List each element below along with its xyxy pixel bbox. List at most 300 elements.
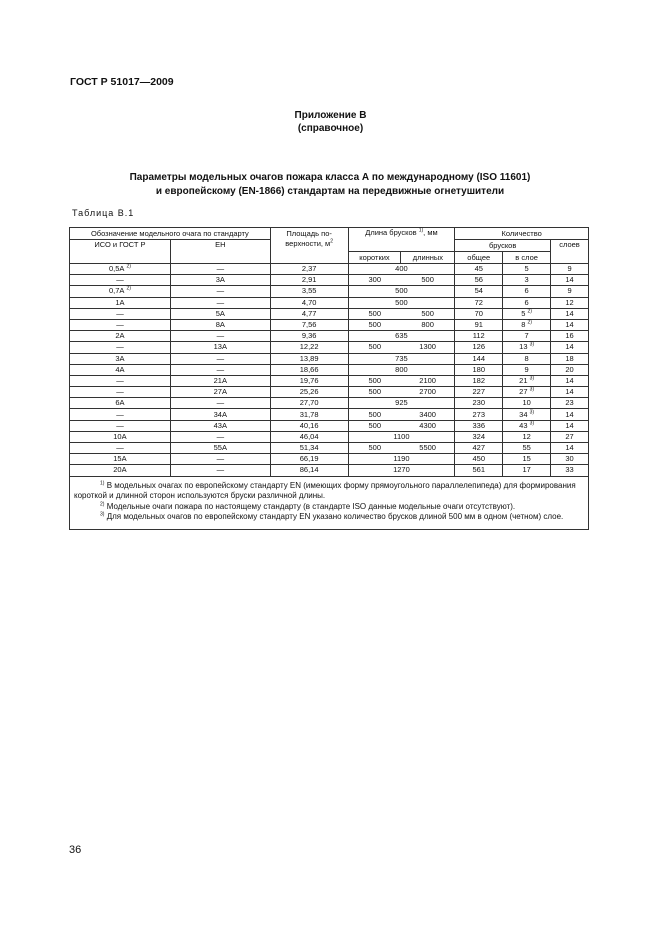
cell-layers xyxy=(551,264,589,275)
cell-area xyxy=(270,275,348,286)
cell-iso-value: — xyxy=(116,275,124,285)
cell-iso-value: 20А xyxy=(113,465,127,475)
cell-en xyxy=(170,431,270,442)
cell-total-value: 144 xyxy=(472,353,486,363)
cell-length xyxy=(348,353,455,364)
cell-area-value: 27,70 xyxy=(299,398,319,408)
cell-total xyxy=(455,443,503,454)
cell-en-value: — xyxy=(216,286,225,296)
cell-length xyxy=(348,398,455,409)
cell-short xyxy=(348,387,401,398)
cell-area xyxy=(270,409,348,420)
cell-long xyxy=(401,409,455,420)
cell-en-value: 3А xyxy=(215,275,225,285)
document-code: ГОСТ Р 51017—2009 xyxy=(70,76,174,88)
cell-en-value: — xyxy=(216,431,225,441)
cell-layers xyxy=(551,364,589,375)
cell-total-value: 45 xyxy=(474,264,483,274)
cell-en xyxy=(170,353,270,364)
cell-iso xyxy=(70,364,171,375)
cell-en-value: — xyxy=(216,264,225,274)
header-designation: Обозначение модельного очага по стандарту xyxy=(70,228,271,240)
cell-layers xyxy=(551,275,589,286)
cell-en xyxy=(170,286,270,297)
cell-long-value: 500 xyxy=(421,275,434,285)
table-row xyxy=(70,275,589,286)
cell-length xyxy=(348,454,455,465)
cell-long xyxy=(401,387,455,398)
cell-en xyxy=(170,319,270,330)
cell-total xyxy=(455,409,503,420)
cell-long-value: 800 xyxy=(421,320,434,330)
cell-iso xyxy=(70,308,171,319)
cell-total-value: 91 xyxy=(474,320,483,330)
cell-iso xyxy=(70,375,171,386)
cell-en-value: 34А xyxy=(213,409,227,419)
cell-length xyxy=(348,364,455,375)
cell-layers xyxy=(551,431,589,442)
cell-per-layer-value: 5 xyxy=(521,308,526,318)
cell-iso-value: — xyxy=(116,387,124,397)
cell-area xyxy=(270,319,348,330)
cell-iso xyxy=(70,286,171,297)
cell-area-value: 19,76 xyxy=(299,375,319,385)
cell-per-layer-sup: 3) xyxy=(529,420,535,427)
cell-length-value: 925 xyxy=(395,398,408,408)
cell-per-layer-value: 21 xyxy=(519,375,528,385)
cell-en-value: 43А xyxy=(213,420,227,430)
cell-area-value: 13,89 xyxy=(299,353,319,363)
cell-long-value: 2100 xyxy=(419,375,436,385)
footnote-1-text: В модельных очагах по европейскому стандарту EN (имеющих форму прямоугольного параллелепипеда) для формирования короткой и длинной сторон используются бруски различной длины. xyxy=(74,480,576,501)
cell-total xyxy=(455,319,503,330)
table-label: Таблица В.1 xyxy=(72,208,135,218)
cell-long xyxy=(401,308,455,319)
cell-iso-value: 3А xyxy=(115,353,125,363)
cell-total xyxy=(455,275,503,286)
cell-total xyxy=(455,420,503,431)
cell-total-value: 336 xyxy=(472,420,486,430)
header-quantity: Количество xyxy=(455,228,589,240)
cell-per-layer-value: 12 xyxy=(522,431,531,441)
cell-layers xyxy=(551,420,589,431)
cell-length-value: 800 xyxy=(395,364,408,374)
cell-long-value: 500 xyxy=(421,308,434,318)
cell-area-value: 4,70 xyxy=(301,297,317,307)
header-layers: слоев xyxy=(551,240,589,264)
cell-total-value: 56 xyxy=(474,275,483,285)
cell-iso-value: 6А xyxy=(115,398,125,408)
cell-per-layer-value: 8 xyxy=(524,353,529,363)
cell-iso-sup: 2) xyxy=(126,285,131,292)
cell-iso-value: 0,7А xyxy=(108,286,125,296)
cell-en xyxy=(170,443,270,454)
cell-per-layer xyxy=(503,286,551,297)
cell-layers xyxy=(551,308,589,319)
cell-iso xyxy=(70,264,171,275)
cell-en-value: — xyxy=(216,331,225,341)
cell-area xyxy=(270,353,348,364)
cell-long-value: 5500 xyxy=(419,443,436,453)
cell-total-value: 72 xyxy=(474,297,483,307)
cell-per-layer-value: 27 xyxy=(519,387,528,397)
cell-length xyxy=(348,331,455,342)
cell-iso xyxy=(70,454,171,465)
cell-per-layer-value: 6 xyxy=(524,297,529,307)
annex-title: Приложение В xyxy=(294,110,367,121)
cell-short xyxy=(348,409,401,420)
cell-layers-value: 30 xyxy=(565,454,574,464)
cell-per-layer xyxy=(503,465,551,476)
cell-per-layer xyxy=(503,275,551,286)
cell-iso xyxy=(70,443,171,454)
cell-per-layer-sup: 3) xyxy=(529,409,535,416)
cell-short-value: 500 xyxy=(368,308,381,318)
cell-total-value: 180 xyxy=(472,364,486,374)
cell-per-layer xyxy=(503,353,551,364)
cell-en-value: — xyxy=(216,398,225,408)
cell-iso-value: 4А xyxy=(115,364,125,374)
cell-en xyxy=(170,264,270,275)
cell-per-layer-value: 5 xyxy=(524,264,529,274)
header-length xyxy=(348,228,455,252)
cell-length xyxy=(348,431,455,442)
cell-layers xyxy=(551,353,589,364)
cell-en xyxy=(170,331,270,342)
cell-area xyxy=(270,331,348,342)
header-length-sup: 1) xyxy=(418,227,424,234)
table-row xyxy=(70,409,589,420)
cell-iso xyxy=(70,319,171,330)
cell-iso xyxy=(70,297,171,308)
cell-per-layer xyxy=(503,431,551,442)
cell-en xyxy=(170,387,270,398)
cell-long-value: 3400 xyxy=(419,409,436,419)
cell-iso-value: — xyxy=(116,420,124,430)
cell-total-value: 427 xyxy=(472,443,486,453)
cell-layers xyxy=(551,331,589,342)
cell-per-layer-value: 15 xyxy=(522,454,531,464)
cell-short xyxy=(348,375,401,386)
cell-iso xyxy=(70,331,171,342)
cell-iso-value: — xyxy=(116,342,124,352)
cell-per-layer xyxy=(503,420,551,431)
header-area-line1: Площадь по- xyxy=(286,229,332,238)
cell-per-layer xyxy=(503,319,551,330)
cell-iso-sup: 2) xyxy=(126,263,131,270)
cell-layers-value: 14 xyxy=(565,342,574,352)
cell-per-layer xyxy=(503,443,551,454)
header-area xyxy=(270,228,348,264)
cell-short xyxy=(348,342,401,353)
cell-long xyxy=(401,420,455,431)
footnote-3-text: Для модельных очагов по европейскому стандарту EN указано количество брусков длиной 500 мм в одном (четном) слое. xyxy=(106,512,564,522)
cell-long xyxy=(401,319,455,330)
cell-per-layer-value: 17 xyxy=(522,465,531,475)
cell-area-value: 9,36 xyxy=(301,331,317,341)
cell-per-layer-sup: 2) xyxy=(527,319,532,326)
cell-en xyxy=(170,297,270,308)
cell-iso xyxy=(70,387,171,398)
cell-iso xyxy=(70,342,171,353)
cell-per-layer xyxy=(503,331,551,342)
cell-layers-value: 9 xyxy=(567,264,572,274)
cell-total-value: 273 xyxy=(472,409,486,419)
cell-long-value: 2700 xyxy=(419,387,436,397)
cell-total xyxy=(455,353,503,364)
cell-layers-value: 9 xyxy=(567,286,572,296)
cell-per-layer xyxy=(503,364,551,375)
cell-layers xyxy=(551,342,589,353)
table-row xyxy=(70,443,589,454)
footnote-3-mark: 3) xyxy=(100,511,105,518)
cell-en xyxy=(170,364,270,375)
cell-per-layer-value: 10 xyxy=(522,398,531,408)
cell-short-value: 500 xyxy=(368,342,381,352)
cell-area-value: 46,04 xyxy=(299,431,319,441)
cell-short xyxy=(348,420,401,431)
cell-en-value: — xyxy=(216,364,225,374)
cell-en xyxy=(170,342,270,353)
heading-line-1: Параметры модельных очагов пожара класса А по международному (ISO 11601) xyxy=(129,172,531,183)
cell-iso xyxy=(70,431,171,442)
cell-layers xyxy=(551,443,589,454)
page-number: 36 xyxy=(69,844,82,856)
cell-en xyxy=(170,308,270,319)
cell-en-value: — xyxy=(216,297,225,307)
cell-layers-value: 20 xyxy=(565,364,574,374)
cell-per-layer-sup: 3) xyxy=(529,386,535,393)
cell-iso xyxy=(70,353,171,364)
cell-per-layer-value: 3 xyxy=(524,275,529,285)
cell-total xyxy=(455,398,503,409)
cell-en xyxy=(170,375,270,386)
cell-short-value: 300 xyxy=(368,275,381,285)
cell-total xyxy=(455,465,503,476)
table-row xyxy=(70,465,589,476)
cell-area-value: 7,56 xyxy=(301,320,317,330)
cell-iso-value: 2А xyxy=(115,331,125,341)
table-row xyxy=(70,353,589,364)
cell-iso-value: 1А xyxy=(115,297,125,307)
cell-layers-value: 14 xyxy=(565,275,574,285)
cell-en xyxy=(170,409,270,420)
cell-iso xyxy=(70,275,171,286)
cell-per-layer xyxy=(503,375,551,386)
cell-per-layer-sup: 2) xyxy=(527,308,532,315)
cell-layers-value: 18 xyxy=(565,353,574,363)
cell-area xyxy=(270,465,348,476)
cell-layers-value: 33 xyxy=(565,465,574,475)
cell-en-value: 21А xyxy=(213,375,227,385)
cell-total-value: 324 xyxy=(472,431,486,441)
cell-per-layer xyxy=(503,297,551,308)
cell-en xyxy=(170,275,270,286)
cell-area xyxy=(270,443,348,454)
cell-layers-value: 14 xyxy=(565,443,574,453)
cell-area-value: 3,55 xyxy=(301,286,317,296)
table-row xyxy=(70,387,589,398)
cell-per-layer-value: 8 xyxy=(521,320,526,330)
cell-area xyxy=(270,398,348,409)
cell-total-value: 182 xyxy=(472,375,486,385)
cell-area-value: 25,26 xyxy=(299,387,319,397)
cell-length xyxy=(348,297,455,308)
cell-iso-value: — xyxy=(116,443,124,453)
cell-per-layer xyxy=(503,454,551,465)
table-row xyxy=(70,420,589,431)
cell-iso xyxy=(70,398,171,409)
cell-iso-value: 15А xyxy=(113,454,127,464)
table-row xyxy=(70,319,589,330)
cell-short-value: 500 xyxy=(368,387,381,397)
cell-en-value: — xyxy=(216,353,225,363)
footnote-1-mark: 1) xyxy=(100,479,105,486)
cell-length-value: 500 xyxy=(395,286,408,296)
cell-area-value: 4,77 xyxy=(301,308,317,318)
cell-layers-value: 14 xyxy=(565,420,574,430)
cell-iso-value: 0,5А xyxy=(108,264,125,274)
footnote-2 xyxy=(74,502,582,513)
cell-area xyxy=(270,264,348,275)
cell-long-value: 1300 xyxy=(419,342,436,352)
cell-en xyxy=(170,454,270,465)
cell-per-layer-value: 55 xyxy=(522,443,531,453)
cell-iso-value: — xyxy=(116,375,124,385)
cell-per-layer-value: 6 xyxy=(524,286,529,296)
cell-total xyxy=(455,364,503,375)
cell-en-value: 55А xyxy=(213,443,227,453)
table-row xyxy=(70,286,589,297)
cell-short xyxy=(348,308,401,319)
header-bars: брусков xyxy=(455,240,551,252)
cell-length-value: 635 xyxy=(395,331,408,341)
cell-layers-value: 27 xyxy=(565,431,574,441)
cell-iso-value: 10А xyxy=(113,431,127,441)
cell-short xyxy=(348,275,401,286)
cell-en-value: — xyxy=(216,454,225,464)
cell-area xyxy=(270,431,348,442)
cell-en xyxy=(170,465,270,476)
cell-total xyxy=(455,454,503,465)
cell-layers-value: 14 xyxy=(565,308,574,318)
cell-short-value: 500 xyxy=(368,409,381,419)
cell-layers xyxy=(551,319,589,330)
cell-length xyxy=(348,264,455,275)
cell-length-value: 500 xyxy=(395,297,408,307)
cell-area xyxy=(270,454,348,465)
cell-area xyxy=(270,308,348,319)
cell-area-value: 2,91 xyxy=(301,275,317,285)
cell-iso-value: — xyxy=(116,320,124,330)
cell-area-value: 40,16 xyxy=(299,420,319,430)
table-row xyxy=(70,364,589,375)
cell-short-value: 500 xyxy=(368,375,381,385)
cell-per-layer xyxy=(503,387,551,398)
cell-length-value: 1270 xyxy=(393,465,410,475)
cell-total-value: 70 xyxy=(474,308,483,318)
cell-layers-value: 14 xyxy=(565,320,574,330)
table-heading xyxy=(70,171,590,199)
cell-area xyxy=(270,286,348,297)
cell-en-value: — xyxy=(216,465,225,475)
cell-total xyxy=(455,375,503,386)
cell-en xyxy=(170,420,270,431)
cell-layers-value: 12 xyxy=(565,297,574,307)
cell-total xyxy=(455,286,503,297)
cell-long xyxy=(401,443,455,454)
table-body xyxy=(70,264,589,477)
cell-total xyxy=(455,264,503,275)
cell-total xyxy=(455,431,503,442)
cell-per-layer-value: 7 xyxy=(524,331,529,341)
header-length-unit: , мм xyxy=(423,228,438,237)
cell-iso-value: — xyxy=(116,308,124,318)
header-length-text: Длина брусков xyxy=(365,228,417,237)
cell-area xyxy=(270,375,348,386)
table-row xyxy=(70,264,589,275)
header-area-sup: 2 xyxy=(330,238,333,245)
header-long: длинных xyxy=(401,252,455,264)
cell-total xyxy=(455,342,503,353)
cell-en-value: 5А xyxy=(215,308,225,318)
cell-area-value: 86,14 xyxy=(299,465,319,475)
header-area-line2 xyxy=(273,239,346,249)
cell-area-value: 2,37 xyxy=(301,264,317,274)
cell-layers xyxy=(551,297,589,308)
header-area-text: верхности, м xyxy=(285,239,331,248)
cell-area xyxy=(270,387,348,398)
cell-layers-value: 14 xyxy=(565,375,574,385)
cell-area-value: 12,22 xyxy=(299,342,319,352)
cell-short-value: 500 xyxy=(368,320,381,330)
data-table xyxy=(69,227,589,530)
cell-total-value: 561 xyxy=(472,465,486,475)
cell-short xyxy=(348,443,401,454)
cell-short-value: 500 xyxy=(368,443,381,453)
cell-layers xyxy=(551,409,589,420)
cell-layers xyxy=(551,387,589,398)
cell-per-layer-value: 9 xyxy=(524,364,529,374)
cell-en xyxy=(170,398,270,409)
cell-layers xyxy=(551,454,589,465)
footnote-2-text: Модельные очаги пожара по настоящему стандарту (в стандарте ISO данные модельные очаги отсутствуют). xyxy=(106,501,516,511)
cell-short-value: 500 xyxy=(368,420,381,430)
table-row xyxy=(70,331,589,342)
table-row xyxy=(70,342,589,353)
cell-total-value: 450 xyxy=(472,454,486,464)
table-row xyxy=(70,431,589,442)
cell-length-value: 1100 xyxy=(393,431,410,441)
cell-iso-value: — xyxy=(116,409,124,419)
cell-area xyxy=(270,297,348,308)
cell-total-value: 230 xyxy=(472,398,486,408)
table-row xyxy=(70,375,589,386)
cell-area xyxy=(270,342,348,353)
cell-per-layer-sup: 3) xyxy=(529,341,535,348)
cell-total-value: 227 xyxy=(472,387,486,397)
cell-en-value: 13А xyxy=(213,342,227,352)
cell-iso xyxy=(70,465,171,476)
header-per-layer: в слое xyxy=(503,252,551,264)
cell-per-layer xyxy=(503,342,551,353)
cell-length-value: 735 xyxy=(395,353,408,363)
cell-area-value: 66,19 xyxy=(299,454,319,464)
cell-total xyxy=(455,297,503,308)
table-row xyxy=(70,297,589,308)
cell-total xyxy=(455,331,503,342)
footnotes xyxy=(70,476,589,529)
